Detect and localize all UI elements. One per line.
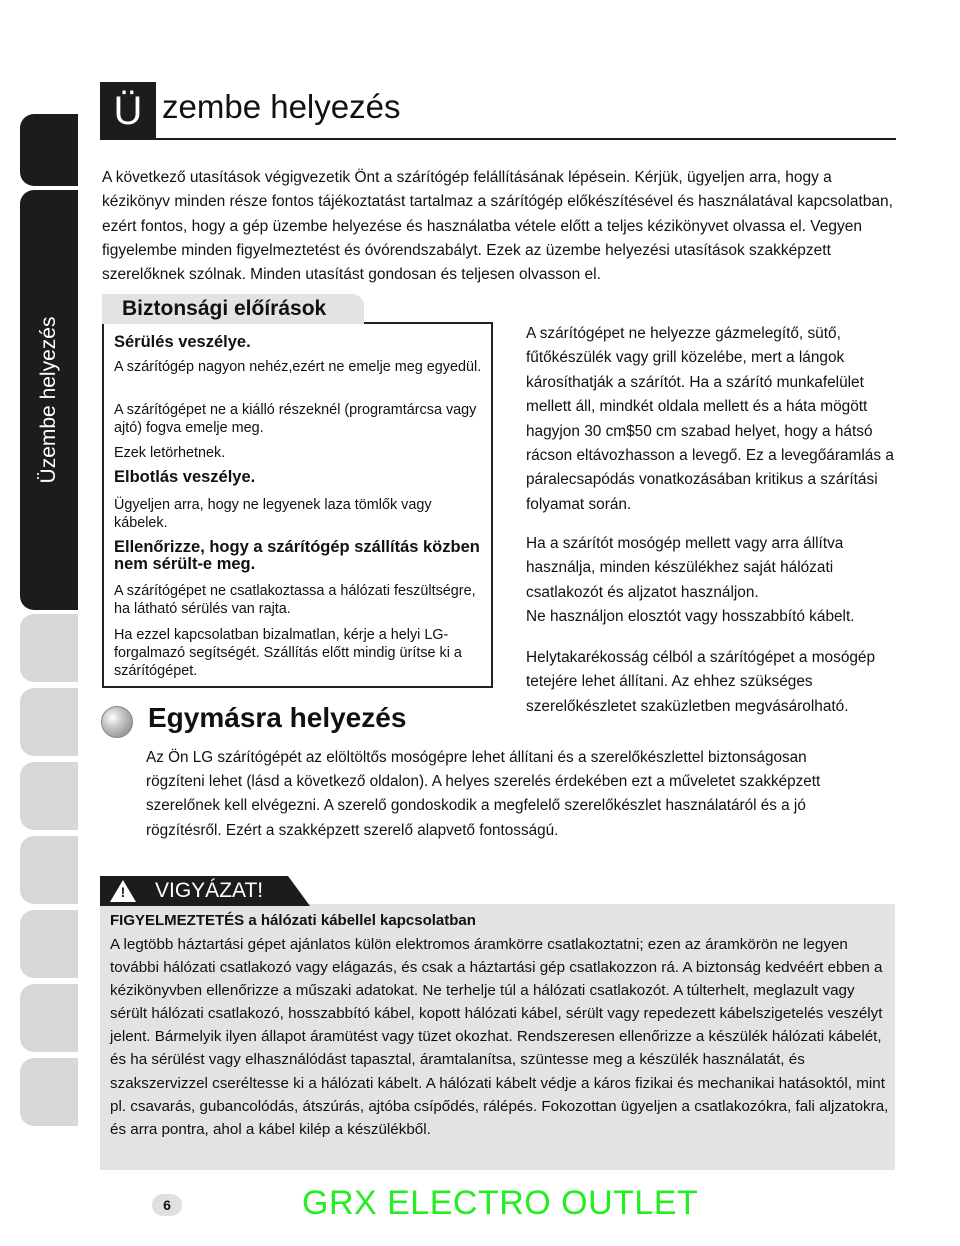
stacking-heading: Egymásra helyezés [148,702,407,733]
side-tab [20,1058,78,1126]
stacking-kit-paragraph: Helytakarékosság célból a szárítógépet a mosógép tetejére lehet állítani. Az ehhez szükséges szerelőkészletet szaküzletben megvásárolható. [526,649,876,715]
safety-text: Ezek letörhetnek. [114,445,226,461]
title-initial: Ü [100,82,156,138]
side-tab-active [20,114,78,186]
safety-text: Ha ezzel kapcsolatban bizalmatlan, kérje a helyi LG-forgalmazó segítségét. Szállítás előtt mindig ürítse ki a szárítógépet. [114,627,462,679]
extension-cable-note: Ne használjon elosztót vagy hosszabbító kábelt. [526,608,855,625]
brand-watermark: GRX ELECTRO OUTLET [302,1184,699,1222]
title-text: zembe helyezés [162,88,401,125]
side-tab [20,688,78,756]
warning-exclamation-icon: ! [120,884,126,900]
safety-text: A szárítógép nagyon nehéz,ezért ne emelje meg egyedül. [114,359,482,375]
side-tab [20,762,78,830]
warning-text: A legtöbb háztartási gépet ajánlatos külön elektromos áramkörre csatlakoztatni; ezen az áramkörön ne legyen további hálózati csatlakozó vagy elágazás, és csak a háztartási gép csatlakozzon rá. A biztonság kedvéért ebben a kézikönyvben ellenőrizze a műszaki adatokat. Ne terhelje túl a hálózati csatlakozót. A túlterhelt, meglazult vagy sérült hálózati csatlakozó, hosszabbító kábel, kopott hálózati kábel, sérült vagy repedezett kábelszigetelés veszélyt jelent. Bármelyik ilyen állapot áramütést vagy tüzet okozhat. Rendszeresen ellenőrizze a készülék hálózati kábelét, és ha sérülést vagy elhasználódást tapasztal, áramtalanítsa, szüntesse meg a készülék használatát, és szakszervizzel cseréltesse ki a hálózati kábelt. A hálózati kábelt védje a káros fizikai és mechanikai hatásoktól, mint pl. csavarás, gubancolódás, átszúrás, ajtóba csípődés, rálépés. Fokozottan ügyeljen a csatlakozókra, fali aljzatokra, és arra pontra, ahol a kábel kilép a készülékből. [110,936,889,1138]
side-section-label: Üzembe helyezés [37,316,60,484]
side-tab [20,614,78,682]
side-tab [20,836,78,904]
safety-text: Ügyeljen arra, hogy ne legyenek laza tömlők vagy kábelek. [114,497,432,531]
placement-paragraph: A szárítógépet ne helyezze gázmelegítő, sütő, fűtőkészülék vagy grill közelébe, mert a lángok károsíthatják a szárítót. Ha a szárító munkafelület mellett áll, mindkét oldala mellett és a háta mögött hagyjon 30 cm$50 cm szabad helyet, hogy a hátsó rácson eltávozhasson a levegő. Ez a levegőáramlás a páralecsapódás vonatkozásában kritikus a szárítási folyamat során. [526,325,894,513]
title-divider [100,138,896,140]
page-number: 6 [152,1194,182,1216]
safety-text: A szárítógépet ne a kiálló részeknél (programtárcsa vagy ajtó) fogva emelje meg. [114,402,477,436]
safety-box-title: Biztonsági előírások [102,294,364,324]
safety-text: A szárítógépet ne csatlakoztassa a hálózati feszültségre, ha látható sérülés van rajta. [114,583,476,617]
safety-heading: Sérülés veszélye. [114,333,251,351]
safety-heading: Ellenőrizze, hogy a szárítógép szállítás közben nem sérült-e meg. [114,538,480,573]
warning-title: FIGYELMEZTETÉS a hálózati kábellel kapcsolatban [110,912,476,929]
side-tab [20,984,78,1052]
power-outlet-paragraph: Ha a szárítót mosógép mellett vagy arra állítva használja, minden készülékhez saját hálózati csatlakozót és aljzatot használjon. [526,535,844,601]
intro-paragraph: A következő utasítások végigvezetik Önt a szárítógép felállításának lépésein. Kérjük, ügyeljen arra, hogy a kézikönyv minden része fontos tájékoztatást tartalmaz a szárítógép előkészítésével és használatával kapcsolatban, ezért fontos, hogy a gép üzembe helyezése és használatba vétele előtt a teljes kézikönyvet olvassa el. Vegyen figyelembe minden figyelmeztetést és óvórendszabályt. Ezek az üzembe helyezési utasítások szakképzett szerelőknek szólnak. Minden utasítást gondosan és teljesen olvasson el. [102,169,893,284]
stacking-paragraph: Az Ön LG szárítógépét az elöltöltős mosógépre lehet állítani és a szerelőkészlettel biztonságosan rögzíteni lehet (lásd a következő oldalon). A helyes szerelés érdekében ezt a műveletet szakképzett szerelőnek kell elvégezni. A szerelő gondoskodik a megfelelő szerelőkészlet használatáról és a jó rögzítésről. Ezért a szakképzett szerelő alapvető fontosságú. [146,749,821,839]
side-tab [20,910,78,978]
safety-heading: Elbotlás veszélye. [114,468,256,486]
bullet-icon [101,706,133,738]
warning-label: VIGYÁZAT! [155,879,264,902]
